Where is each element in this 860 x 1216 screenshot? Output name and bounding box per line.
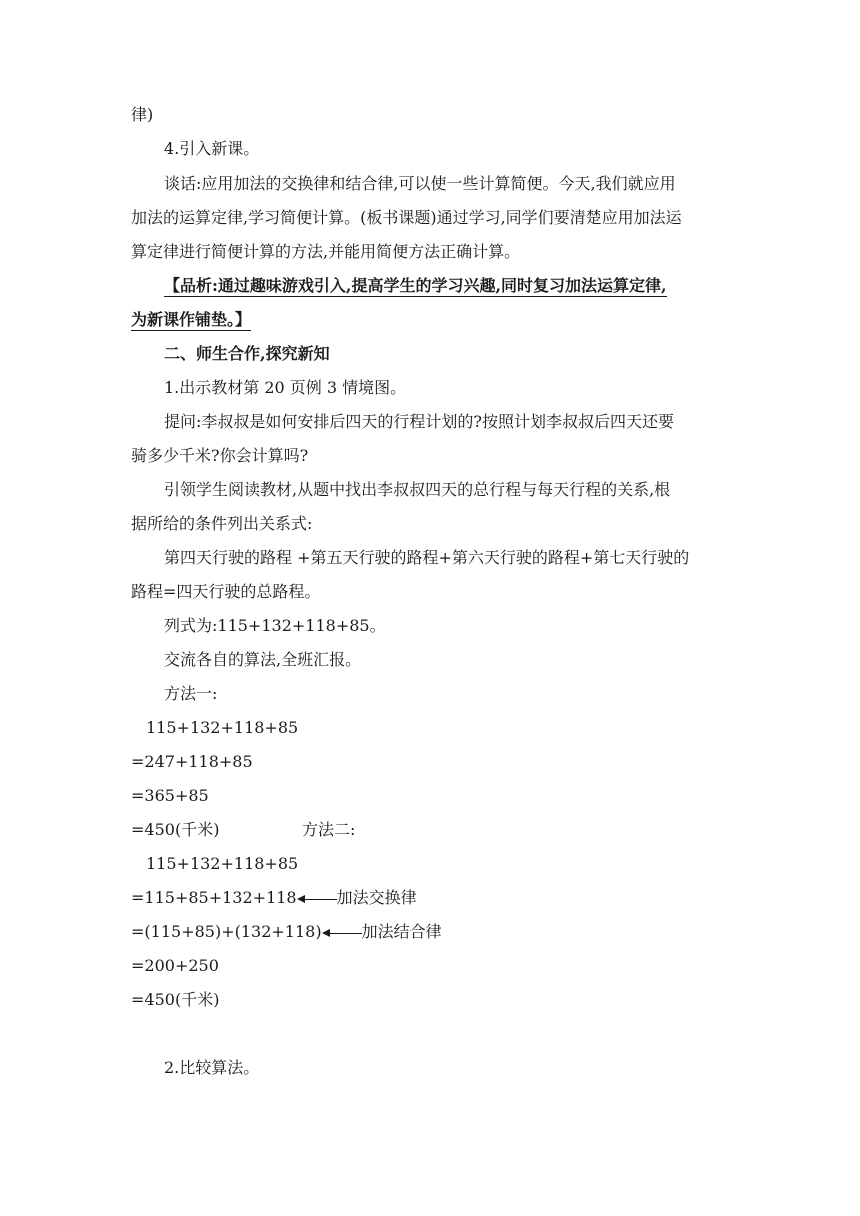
calc-expression: =(115+85)+(132+118) xyxy=(131,922,322,941)
calc-step: =365+85 xyxy=(131,786,209,805)
paragraph-line: 引领学生阅读教材,从题中找出李叔叔四天的总行程与每天行程的关系,根 xyxy=(164,480,671,499)
step-item-2: 2.比较算法。 xyxy=(164,1058,260,1077)
method-two-title: 方法二: xyxy=(302,820,356,839)
step-item-1: 1.出示教材第 20 页例 3 情境图。 xyxy=(164,378,407,397)
equation-line: 列式为:115+132+118+85。 xyxy=(164,616,386,635)
calc-step: =200+250 xyxy=(131,956,219,975)
law-label: 加法结合律 xyxy=(361,922,442,941)
calc-step: =247+118+85 xyxy=(131,752,253,771)
section-item-4: 4.引入新课。 xyxy=(164,139,260,158)
paragraph-line: 算定律进行简便计算的方法,并能用简便方法正确计算。 xyxy=(131,242,521,261)
text-line: 律) xyxy=(131,105,154,124)
paragraph-line: 骑多少千米?你会计算吗? xyxy=(131,446,309,465)
calc-result: =450(千米) xyxy=(131,990,220,1009)
analysis-note xyxy=(131,309,251,331)
paragraph-line: 提问:李叔叔是如何安排后四天的行程计划的?按照计划李叔叔后四天还要 xyxy=(164,412,674,431)
paragraph-line: 谈话:应用加法的交换律和结合律,可以使一些计算简便。今天,我们就应用 xyxy=(164,174,676,193)
analysis-note-text: 为新课作铺垫。】 xyxy=(131,310,252,329)
left-arrow-icon xyxy=(297,894,337,904)
analysis-note-text: 【品析:通过趣味游戏引入,提高学生的学习兴趣,同时复习加法运算定律, xyxy=(164,276,667,295)
paragraph-line: 加法的运算定律,学习简便计算。(板书课题)通过学习,同学们要清楚应用加法运 xyxy=(131,208,682,227)
law-label: 加法交换律 xyxy=(336,888,417,907)
analysis-note xyxy=(164,275,667,297)
calc-expression: =115+85+132+118 xyxy=(131,888,297,907)
section-heading: 二、师生合作,探究新知 xyxy=(164,344,330,363)
paragraph-line: 交流各自的算法,全班汇报。 xyxy=(164,650,362,669)
calc-result: =450(千米) xyxy=(131,820,220,839)
calc-step-annotated xyxy=(131,921,442,943)
calc-step: 115+132+118+85 xyxy=(146,854,299,873)
calc-step: 115+132+118+85 xyxy=(146,718,299,737)
left-arrow-icon xyxy=(322,928,362,938)
paragraph-line: 据所给的条件列出关系式: xyxy=(131,514,313,533)
calc-step-annotated xyxy=(131,887,417,909)
relation-formula: 路程=四天行驶的总路程。 xyxy=(131,582,321,601)
method-one-title: 方法一: xyxy=(164,684,218,703)
relation-formula: 第四天行驶的路程 +第五天行驶的路程+第六天行驶的路程+第七天行驶的 xyxy=(164,548,690,567)
